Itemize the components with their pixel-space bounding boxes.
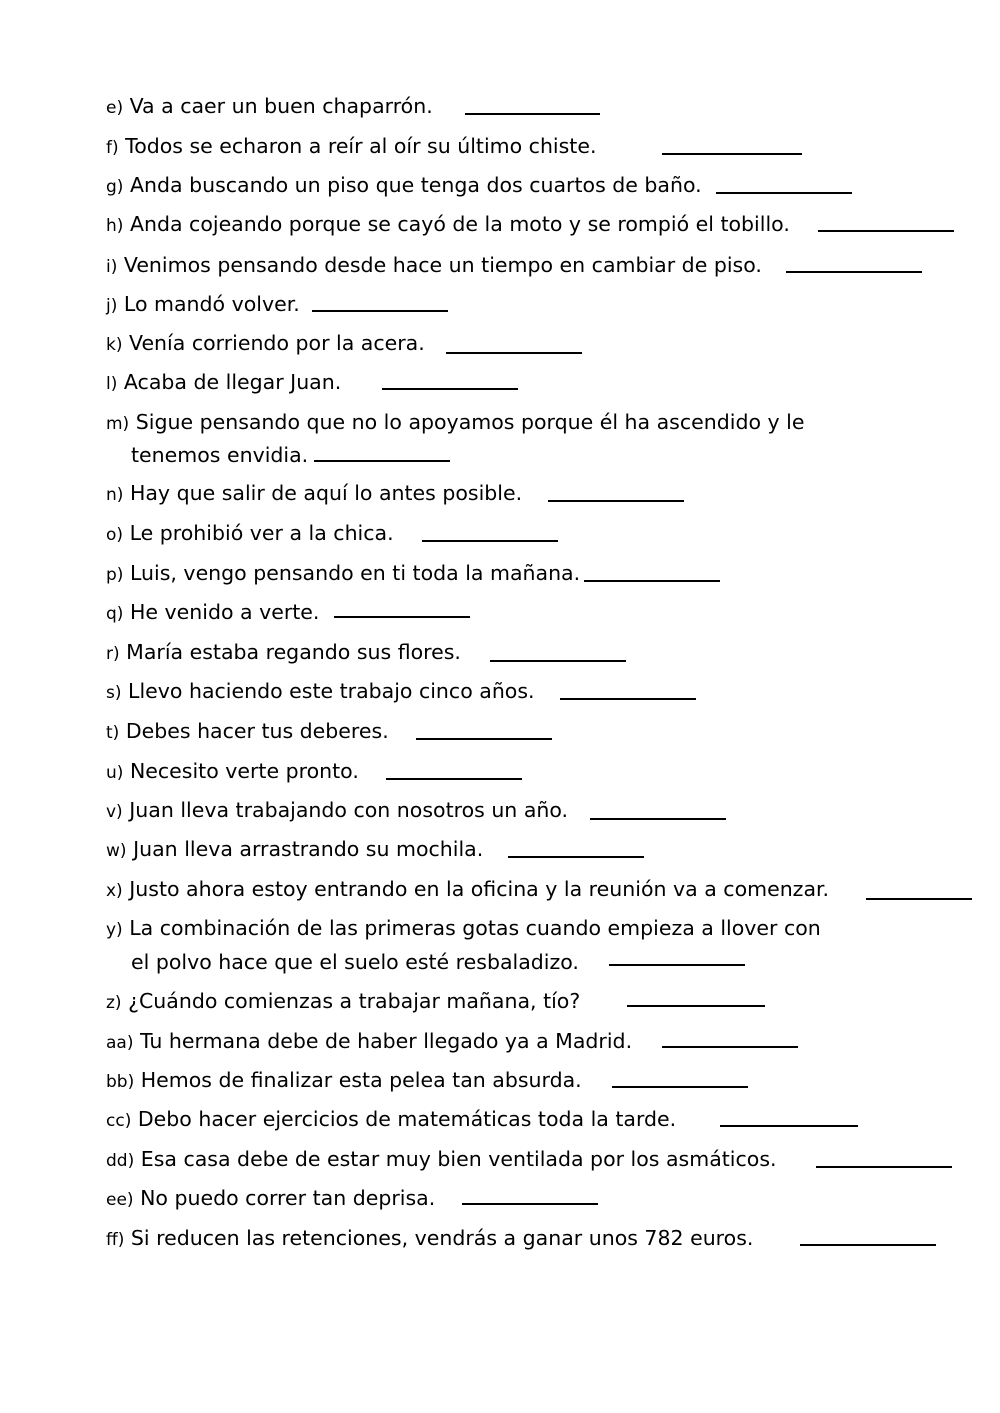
item-label: aa) <box>106 1033 134 1053</box>
answer-blank-s[interactable] <box>560 698 696 700</box>
item-sentence: Lo mandó volver. <box>123 292 300 316</box>
item-label: p) <box>106 565 124 585</box>
exercise-item-bb <box>106 1064 582 1098</box>
item-sentence: Todos se echaron a reír al oír su último chiste. <box>125 134 597 158</box>
exercise-item-y-continuation: el polvo hace que el suelo esté resbaladizo. <box>131 950 579 974</box>
item-label: dd) <box>106 1151 135 1171</box>
exercise-item-j <box>106 288 300 322</box>
answer-blank-bb[interactable] <box>612 1086 748 1088</box>
item-sentence: He venido a verte. <box>129 600 320 624</box>
item-label: m) <box>106 414 130 434</box>
item-sentence: Debo hacer ejercicios de matemáticas toda la tarde. <box>137 1107 677 1131</box>
item-sentence: Llevo haciendo este trabajo cinco años. <box>128 679 535 703</box>
exercise-item-aa <box>106 1025 632 1059</box>
answer-blank-g[interactable] <box>716 192 852 194</box>
item-label: u) <box>106 763 124 783</box>
answer-blank-i[interactable] <box>786 271 922 273</box>
item-label: s) <box>106 683 122 703</box>
exercise-item-ff <box>106 1222 753 1256</box>
item-label: h) <box>106 216 124 236</box>
exercise-item-v <box>106 794 568 828</box>
exercise-item-g <box>106 169 702 203</box>
answer-blank-p[interactable] <box>584 580 720 582</box>
exercise-item-f <box>106 130 596 164</box>
answer-blank-k[interactable] <box>446 352 582 354</box>
item-label: t) <box>106 723 120 743</box>
item-label: n) <box>106 485 124 505</box>
answer-blank-n[interactable] <box>548 500 684 502</box>
item-label: bb) <box>106 1072 135 1092</box>
item-label: x) <box>106 881 123 901</box>
answer-blank-h[interactable] <box>818 230 954 232</box>
answer-blank-w[interactable] <box>508 856 644 858</box>
item-sentence: Luis, vengo pensando en ti toda la mañana. <box>129 561 581 585</box>
answer-blank-cc[interactable] <box>720 1125 858 1127</box>
item-sentence: Tu hermana debe de haber llegado ya a Madrid. <box>140 1029 633 1053</box>
exercise-item-y <box>106 912 821 946</box>
exercise-item-h <box>106 208 790 242</box>
answer-blank-o[interactable] <box>422 540 558 542</box>
exercise-item-z <box>106 985 580 1019</box>
exercise-item-k <box>106 327 425 361</box>
exercise-item-q <box>106 596 319 630</box>
answer-blank-q[interactable] <box>334 616 470 618</box>
item-sentence: No puedo correr tan deprisa. <box>140 1186 436 1210</box>
exercise-item-m <box>106 406 804 440</box>
item-label: e) <box>106 98 124 118</box>
item-label: ee) <box>106 1190 134 1210</box>
item-sentence: Anda cojeando porque se cayó de la moto y se rompió el tobillo. <box>129 212 790 236</box>
answer-blank-ff[interactable] <box>800 1244 936 1246</box>
item-sentence: Anda buscando un piso que tenga dos cuartos de baño. <box>129 173 702 197</box>
item-label: i) <box>106 257 118 277</box>
item-sentence: Debes hacer tus deberes. <box>125 719 389 743</box>
exercise-item-s <box>106 675 535 709</box>
item-sentence: Juan lleva arrastrando su mochila. <box>133 837 484 861</box>
item-label: cc) <box>106 1111 132 1131</box>
item-label: f) <box>106 138 119 158</box>
item-sentence: Si reducen las retenciones, vendrás a ganar unos 782 euros. <box>130 1226 754 1250</box>
item-label: ff) <box>106 1230 125 1250</box>
answer-blank-ee[interactable] <box>462 1203 598 1205</box>
answer-blank-m[interactable] <box>314 460 450 462</box>
exercise-item-i <box>106 249 762 283</box>
exercise-item-w <box>106 833 483 867</box>
item-label: o) <box>106 525 124 545</box>
answer-blank-u[interactable] <box>386 778 522 780</box>
answer-blank-aa[interactable] <box>662 1046 798 1048</box>
exercise-item-e <box>106 90 433 124</box>
answer-blank-v[interactable] <box>590 818 726 820</box>
item-label: k) <box>106 335 123 355</box>
answer-blank-f[interactable] <box>662 153 802 155</box>
item-sentence: Sigue pensando que no lo apoyamos porque él ha ascendido y le <box>135 410 805 434</box>
exercise-item-t <box>106 715 389 749</box>
item-label: j) <box>106 296 118 316</box>
exercise-item-m-continuation: tenemos envidia. <box>131 443 309 467</box>
item-sentence: Hemos de finalizar esta pelea tan absurda. <box>140 1068 582 1092</box>
answer-blank-y[interactable] <box>609 964 745 966</box>
exercise-item-o <box>106 517 394 551</box>
exercise-item-u <box>106 755 359 789</box>
answer-blank-j[interactable] <box>312 310 448 312</box>
exercise-item-x <box>106 873 829 907</box>
item-label: g) <box>106 177 124 197</box>
item-label: v) <box>106 802 123 822</box>
item-sentence: Acaba de llegar Juan. <box>123 370 342 394</box>
item-sentence: Justo ahora estoy entrando en la oficina y la reunión va a comenzar. <box>129 877 830 901</box>
item-sentence: Va a caer un buen chaparrón. <box>129 94 433 118</box>
answer-blank-r[interactable] <box>490 660 626 662</box>
exercise-item-n <box>106 477 522 511</box>
answer-blank-x[interactable] <box>866 898 972 900</box>
exercise-item-p <box>106 557 580 591</box>
item-label: r) <box>106 644 120 664</box>
item-label: w) <box>106 841 127 861</box>
item-sentence: La combinación de las primeras gotas cuando empieza a llover con <box>129 916 821 940</box>
item-label: y) <box>106 920 123 940</box>
item-label: z) <box>106 993 122 1013</box>
answer-blank-dd[interactable] <box>816 1166 952 1168</box>
answer-blank-t[interactable] <box>416 738 552 740</box>
item-label: q) <box>106 604 124 624</box>
item-sentence: Necesito verte pronto. <box>129 759 359 783</box>
item-sentence: Esa casa debe de estar muy bien ventilada por los asmáticos. <box>140 1147 777 1171</box>
answer-blank-z[interactable] <box>627 1005 765 1007</box>
exercise-item-cc <box>106 1103 676 1137</box>
exercise-item-r <box>106 636 461 670</box>
answer-blank-l[interactable] <box>382 388 518 390</box>
answer-blank-e[interactable] <box>465 113 600 115</box>
item-sentence: María estaba regando sus flores. <box>126 640 461 664</box>
exercise-item-ee <box>106 1182 435 1216</box>
item-sentence: Le prohibió ver a la chica. <box>129 521 394 545</box>
item-sentence: Hay que salir de aquí lo antes posible. <box>129 481 523 505</box>
exercise-item-l <box>106 366 341 400</box>
item-sentence: Juan lleva trabajando con nosotros un año. <box>129 798 569 822</box>
exercise-item-dd <box>106 1143 777 1177</box>
item-label: l) <box>106 374 118 394</box>
item-sentence: Venía corriendo por la acera. <box>129 331 425 355</box>
item-sentence: ¿Cuándo comienzas a trabajar mañana, tío? <box>128 989 581 1013</box>
item-sentence: Venimos pensando desde hace un tiempo en cambiar de piso. <box>123 253 762 277</box>
